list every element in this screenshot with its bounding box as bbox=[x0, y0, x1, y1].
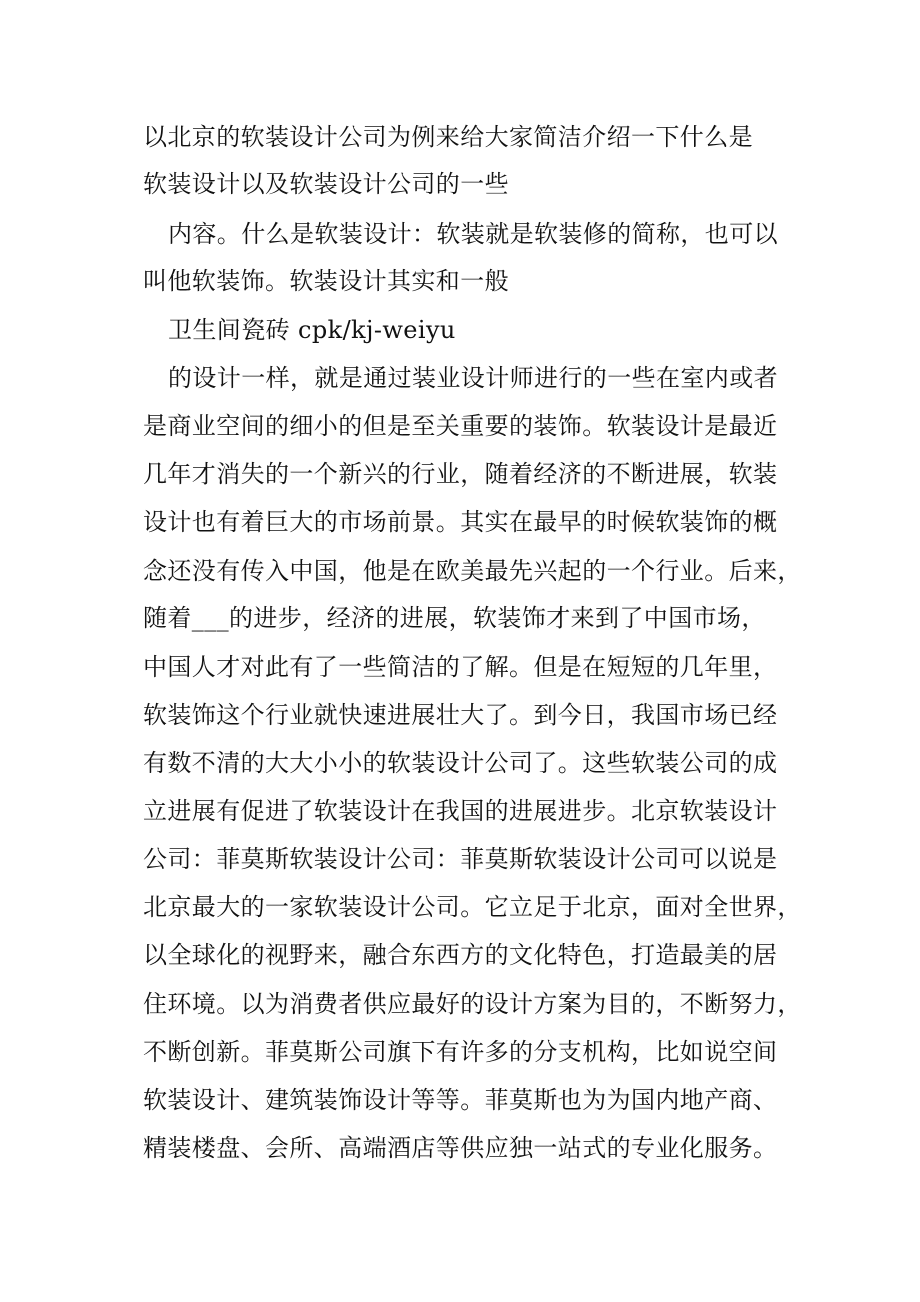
text-line-17: 北京最大的一家软装设计公司。它立足于北京，面对全世界， bbox=[143, 893, 802, 921]
text-line-15: 立进展有促进了软装设计在我国的进展进步。北京软装设计 bbox=[143, 797, 778, 825]
text-line-21: 软装设计、建筑装饰设计等等。菲莫斯也为为国内地产商、 bbox=[143, 1086, 778, 1114]
text-line-6: 的设计一样，就是通过装业设计师进行的一些在室内或者 bbox=[168, 364, 778, 392]
text-line-16: 公司：菲莫斯软装设计公司：菲莫斯软装设计公司可以说是 bbox=[143, 845, 778, 873]
text-line-13: 软装饰这个行业就快速进展壮大了。到今日，我国市场已经 bbox=[143, 701, 778, 729]
text-line-8: 几年才消失的一个新兴的行业，随着经济的不断进展，软装 bbox=[143, 460, 778, 488]
text-line-19: 住环境。以为消费者供应最好的设计方案为目的，不断努力， bbox=[143, 990, 802, 1018]
text-line-7: 是商业空间的细小的但是至关重要的装饰。软装设计是最近 bbox=[143, 412, 778, 440]
text-line-3: 内容。什么是软装设计：软装就是软装修的简称，也可以 bbox=[168, 220, 778, 248]
text-line-4: 叫他软装饰。软装设计其实和一般 bbox=[143, 267, 509, 295]
text-line-12: 中国人才对此有了一些简洁的了解。但是在短短的几年里， bbox=[143, 653, 778, 681]
text-line-10: 念还没有传入中国，他是在欧美最先兴起的一个行业。后来， bbox=[143, 557, 802, 585]
text-line-2: 软装设计以及软装设计公司的一些 bbox=[143, 170, 509, 198]
text-line-11: 随着___的进步，经济的进展，软装饰才来到了中国市场， bbox=[143, 604, 766, 632]
text-line-14: 有数不清的大大小小的软装设计公司了。这些软装公司的成 bbox=[143, 749, 778, 777]
text-line-20: 不断创新。菲莫斯公司旗下有许多的分支机构，比如说空间 bbox=[143, 1038, 778, 1066]
text-line-18: 以全球化的视野来，融合东西方的文化特色，打造最美的居 bbox=[143, 941, 778, 969]
text-line-1: 以北京的软装设计公司为例来给大家简洁介绍一下什么是 bbox=[143, 123, 753, 151]
text-line-5: 卫生间瓷砖 cpk/kj-weiyu bbox=[168, 316, 456, 344]
text-line-9: 设计也有着巨大的市场前景。其实在最早的时候软装饰的概 bbox=[143, 508, 778, 536]
text-line-22: 精装楼盘、会所、高端酒店等供应独一站式的专业化服务。 bbox=[143, 1134, 778, 1162]
